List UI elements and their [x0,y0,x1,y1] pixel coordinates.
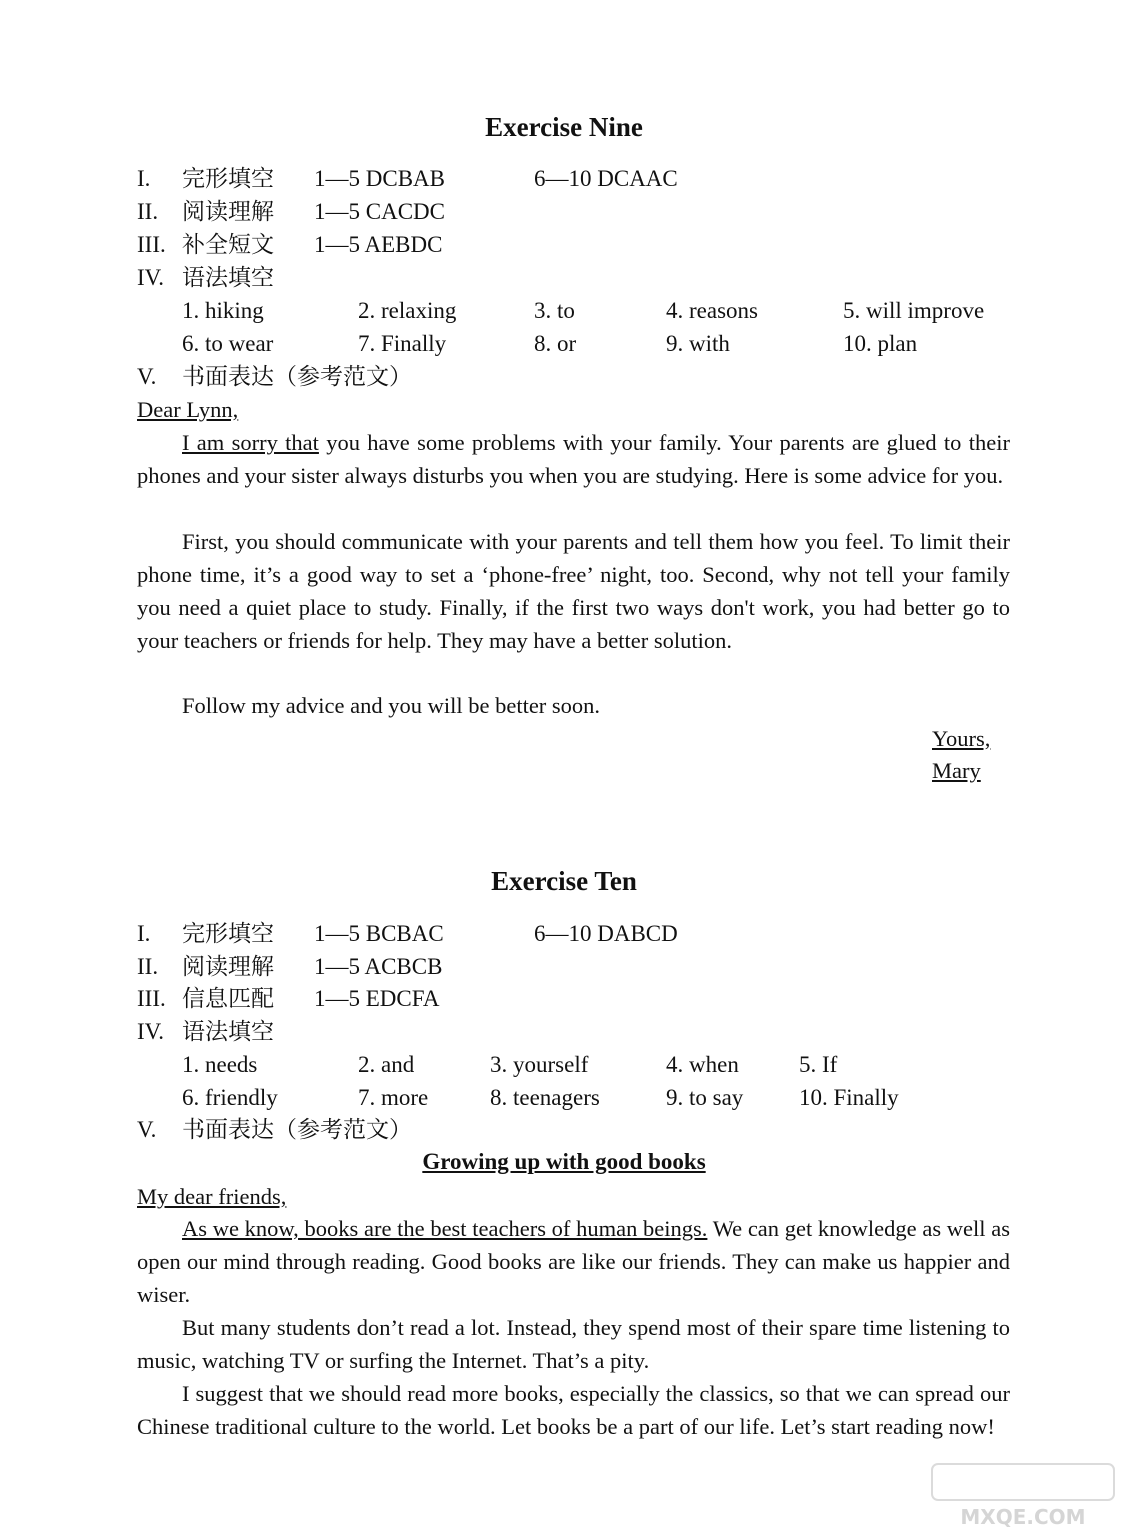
grammar-answer: 5. will improve [843,298,985,323]
section-label: 信息匹配 [182,986,274,1011]
grammar-answer: 3. to [534,298,575,323]
ex9-signature: Mary [932,758,981,783]
section-number: I. [137,921,151,946]
watermark-logo-icon [928,1460,1118,1530]
underlined-phrase: As we know, books are the best teachers of human beings. [182,1216,708,1241]
grammar-answer: 1. needs [182,1052,258,1077]
section-label: 完形填空 [182,921,274,946]
watermark-text: MXQE.COM [960,1505,1086,1529]
section-label: 阅读理解 [182,954,274,979]
grammar-answer: 8. or [534,331,577,356]
section-label: 阅读理解 [182,199,274,224]
grammar-answer: 4. when [666,1052,739,1077]
paragraph-text: We can get knowledge as well as open our mind through reading. Good books are like our friends. They can make us happier and wiser. [137,1216,1010,1307]
grammar-answer: 3. yourself [490,1052,589,1077]
section-number: IV. [137,265,165,290]
grammar-answer: 9. to say [666,1085,744,1110]
grammar-answer: 5. If [799,1052,838,1077]
section-label: 补全短文 [182,232,274,257]
section-number: III. [137,232,166,257]
ex10-essay-title: Growing up with good books [422,1149,706,1174]
grammar-answer: 2. and [358,1052,415,1077]
section-number: IV. [137,1019,165,1044]
paragraph-text: you have some problems with your family. Your parents are glued to their phones and your sister always disturbs you when you are studying. Here is some advice for you. [137,430,1010,488]
answers-6-10: 6—10 DCAAC [534,166,678,191]
grammar-answer: 9. with [666,331,730,356]
grammar-answer: 7. more [358,1085,429,1110]
grammar-answer: 8. teenagers [490,1085,600,1110]
grammar-answer: 6. to wear [182,331,274,356]
section-number: V. [137,1117,157,1142]
section-number: V. [137,364,157,389]
section-label: 语法填空 [182,1019,274,1044]
section-label: 语法填空 [182,265,274,290]
section-label: 书面表达（参考范文） [182,364,412,389]
ex9-closing: Yours, [932,726,991,751]
ex9-paragraph-2: First, you should communicate with your parents and tell them how you feel. To limit their phone time, it’s a good way to set a ‘phone-free’ night, too. Second, why not tell your family you need a quiet place to study. Finally, if the first two ways don't work, you had better go to your teachers or friends for help. They may have a better solution. [137,529,1010,653]
grammar-answer: 4. reasons [666,298,758,323]
section-number: II. [137,954,159,979]
answers-1-5: 1—5 BCBAC [314,921,444,946]
answers-1-5: 1—5 CACDC [314,199,445,224]
ex10-salutation: My dear friends, [137,1184,287,1209]
answers-1-5: 1—5 EDCFA [314,986,440,1011]
ex10-paragraph-2: But many students don’t read a lot. Instead, they spend most of their spare time listening to music, watching TV or surfing the Internet. That’s a pity. [137,1315,1010,1373]
section-number: II. [137,199,159,224]
section-label: 书面表达（参考范文） [182,1117,412,1142]
grammar-answer: 10. plan [843,331,918,356]
ex10-paragraph-3: I suggest that we should read more books, especially the classics, so that we can spread our Chinese traditional culture to the world. Let books be a part of our life. Let’s start reading now! [137,1381,1010,1439]
section-number: III. [137,986,166,1011]
answers-6-10: 6—10 DABCD [534,921,678,946]
exercise-ten-title: Exercise Ten [491,866,637,896]
exercise-nine-title: Exercise Nine [485,112,643,142]
section-number: I. [137,166,151,191]
grammar-answer: 7. Finally [358,331,447,356]
grammar-answer: 6. friendly [182,1085,278,1110]
underlined-phrase: I am sorry that [182,430,319,455]
answers-1-5: 1—5 DCBAB [314,166,445,191]
answers-1-5: 1—5 AEBDC [314,232,443,257]
ex10-paragraph-1 [137,1212,1010,1311]
ex9-paragraph-1 [137,426,1010,492]
grammar-answer: 10. Finally [799,1085,899,1110]
ex9-paragraph-3: Follow my advice and you will be better soon. [182,693,601,718]
ex9-salutation: Dear Lynn, [137,397,239,422]
section-label: 完形填空 [182,166,274,191]
answers-1-5: 1—5 ACBCB [314,954,443,979]
grammar-answer: 1. hiking [182,298,264,323]
grammar-answer: 2. relaxing [358,298,457,323]
